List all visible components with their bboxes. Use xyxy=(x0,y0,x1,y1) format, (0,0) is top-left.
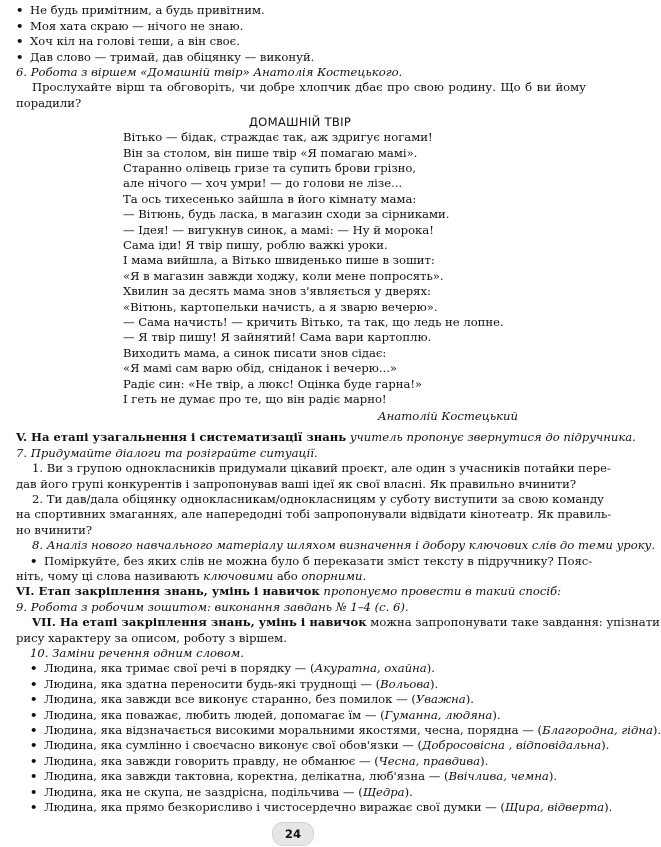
answer-end: ). xyxy=(604,800,613,814)
proverb-item xyxy=(16,3,586,18)
answer-prompt: Людина, яка тримає свої речі в порядку — ( xyxy=(44,661,315,676)
answer-end: ). xyxy=(404,784,413,799)
answer-prompt: Людина, яка завжди тактовна, коректна, делікатна, люб'язна — ( xyxy=(44,769,449,784)
answer-item xyxy=(30,754,586,769)
item8-bullet-text: Поміркуйте, без яких слів не можна було б переказати зміст тексту в підручнику? Пояс- xyxy=(44,553,593,568)
proverb-text: Дав слово — тримай, дав обіцянку — виконуй. xyxy=(30,49,315,64)
poem-line: І мама вийшла, а Вітько швиденько пише в зошит: xyxy=(123,253,435,268)
section-vii-title: VII. На етапі закріплення знань, умінь і навичок xyxy=(32,615,367,630)
section-vii-text: можна запропонувати таке завдання: упізнати xyxy=(366,615,660,630)
answer-word: Чесна, правдива xyxy=(378,753,481,768)
answer-end: ). xyxy=(492,707,501,722)
poem-line: Сама іди! Я твір пишу, роблю важкі уроки. xyxy=(123,237,388,252)
keyword-term: ключовими xyxy=(203,569,274,583)
answer-end: ). xyxy=(652,723,661,737)
poem-line: Та ось тихесенько зайшла в його кімнату мама: xyxy=(123,191,417,206)
answer-prompt: Людина, яка прямо безкорисливо і чистосердечно виражає свої думки — ( xyxy=(44,800,505,814)
item8-bullet-text: ніть, чому ці слова називають xyxy=(16,569,204,583)
answer-word: Щира, відверта xyxy=(504,800,605,814)
answer-item xyxy=(30,800,613,815)
poem-line: — Вітюнь, будь ласка, в магазин сходи за сірниками. xyxy=(123,207,450,222)
section-vi-title: VI. Етап закріплення знань, умінь і навичок xyxy=(16,584,320,599)
answer-word: Ввічлива, чемна xyxy=(448,769,549,784)
answer-prompt: Людина, яка завжди говорить правду, не обманює — ( xyxy=(44,753,379,768)
page-number-badge xyxy=(272,822,314,846)
answer-word: Благородна, гідна xyxy=(542,723,653,737)
poem-line: «Вітюнь, картопельки начисть, а я зварю вечерю». xyxy=(123,299,438,314)
page-number: 24 xyxy=(284,827,302,841)
answer-item xyxy=(30,661,586,676)
item7-2-line: 2. Ти дав/дала обіцянку однокласникам/однокласницям у суботу виступити за свою команду xyxy=(32,492,604,506)
item8-bullet-line xyxy=(16,569,586,584)
poem-line: — Ідея! — вигукнув синок, а мамі: — Ну й морока! xyxy=(123,222,434,237)
answer-item xyxy=(30,769,586,784)
item7-2-line: на спортивних змаганнях, але напередодні тобі запропонували відвідати кінотеатр. Як правиль- xyxy=(16,507,612,522)
section-v-title: V. На етапі узагальнення і систематизації знань xyxy=(16,430,347,445)
item7-2-line: но вчинити? xyxy=(16,522,93,537)
item8-heading: 8. Аналіз нового навчального матеріалу шляхом визначення і добору ключових слів до теми уроку. xyxy=(32,538,656,553)
answer-item xyxy=(30,708,586,723)
answer-end: ). xyxy=(465,692,474,707)
poem-line: але нічого — хоч умри! — до голови не лізе... xyxy=(123,176,403,191)
poem-author: Анатолій Костецький xyxy=(377,409,518,423)
item7-heading: 7. Придумайте діалоги та розіграйте ситуації. xyxy=(16,445,318,460)
answer-word: Щедра xyxy=(362,784,405,799)
answer-prompt: Людина, яка сумлінно і своєчасно виконує свої обов'язки — ( xyxy=(44,738,423,753)
item8-bullet-text: . xyxy=(362,569,367,583)
section6-intro-line: Прослухайте вірш та обговоріть, чи добре хлопчик дбає про свою родину. Що б ви йому xyxy=(32,80,586,95)
poem-line: Старанно олівець гризе та супить брови грізно, xyxy=(123,160,417,175)
poem-title: ДОМАШНІЙ ТВІР xyxy=(248,114,352,129)
answer-word: Добросовісна , відповідальна xyxy=(422,738,602,753)
keyword-term: опорними xyxy=(301,569,363,583)
section-vii xyxy=(16,615,660,630)
answer-prompt: Людина, яка відзначається високими моральними якостями, чесна, порядна — ( xyxy=(44,723,543,737)
proverb-item xyxy=(16,19,586,34)
proverb-item xyxy=(16,34,586,49)
poem-line: — Я твір пишу! Я зайнятий! Сама вари картоплю. xyxy=(123,330,432,345)
section6-heading: 6. Робота з віршем «Домашній твір» Анатолія Костецького. xyxy=(16,65,403,79)
poem-line: Радіє син: «Не твір, а люкс! Оцінка буде гарна!» xyxy=(123,376,423,391)
item7-1-line: дав його групі конкурентів і запропонував ваші ідеї як свої власні. Як правильно вчинити? xyxy=(16,476,577,491)
answer-prompt: Людина, яка поважає, любить людей, допомагає їм — ( xyxy=(44,707,385,722)
answer-word: Уважна xyxy=(415,692,466,707)
proverb-text: Моя хата скраю — нічого не знаю. xyxy=(30,18,244,33)
answer-item xyxy=(30,785,586,800)
section-vi xyxy=(16,584,586,599)
item8-bullet-line xyxy=(30,553,593,569)
proverb-text: Хоч кіл на голові теши, а він своє. xyxy=(30,34,240,49)
answer-end: ). xyxy=(548,769,558,784)
poem-line: Виходить мама, а синок писати знов сідає: xyxy=(123,345,387,360)
poem-line: Хвилин за десять мама знов з'являється у дверях: xyxy=(123,284,431,299)
poem-line: Вітько — бідак, страждає так, аж здригує ногами! xyxy=(123,130,433,145)
answer-item xyxy=(30,692,586,707)
answer-prompt: Людина, яка завжди все виконує старанно, без помилок — ( xyxy=(44,692,416,707)
proverb-item xyxy=(16,50,586,65)
poem-line: «Я в магазин завжди ходжу, коли мене попросять». xyxy=(123,268,444,283)
item9: 9. Робота з робочим зошитом: виконання завдань № 1–4 (с. 6). xyxy=(16,599,409,614)
section-vi-text: пропонуємо провести в такий спосіб: xyxy=(319,584,562,599)
answer-prompt: Людина, яка не скупа, не заздрісна, подільчива — ( xyxy=(44,784,363,799)
section-v-text: учитель пропонує звернутися до підручника. xyxy=(346,430,636,445)
answer-item xyxy=(30,738,610,753)
item8-bullet-text: або xyxy=(273,569,302,583)
poem-line: Він за столом, він пише твір «Я помагаю мамі». xyxy=(123,145,418,160)
answer-word: Акуратна, охайна xyxy=(314,661,427,676)
section-v xyxy=(16,430,636,445)
answer-end: ). xyxy=(480,753,489,768)
section6-intro-line: порадили? xyxy=(16,95,82,110)
poem-line: І геть не думає про те, що він радіє марно! xyxy=(123,391,387,406)
answer-word: Гуманна, людяна xyxy=(384,707,493,722)
poem-line: — Сама начисть! — кричить Вітько, та так, що ледь не лопне. xyxy=(123,314,504,329)
answer-end: ). xyxy=(429,676,439,691)
section-vii-line2: рису характеру за описом, роботу з віршем. xyxy=(16,630,287,645)
answer-end: ). xyxy=(426,661,435,676)
answer-prompt: Людина, яка здатна переносити будь-які труднощі — ( xyxy=(44,676,381,691)
answer-word: Вольова xyxy=(380,676,430,691)
answer-item xyxy=(30,723,661,738)
item7-1-line: 1. Ви з групою однокласників придумали цікавий проєкт, але один з учасників потайки пере- xyxy=(32,461,611,476)
answer-item xyxy=(30,677,586,692)
answer-end: ). xyxy=(601,738,610,753)
proverb-text: Не будь примітним, а будь привітним. xyxy=(30,3,265,18)
item10-heading: 10. Заміни речення одним словом. xyxy=(30,646,244,660)
poem-line: «Я мамі сам варю обід, сніданок і вечерю...» xyxy=(123,361,397,376)
